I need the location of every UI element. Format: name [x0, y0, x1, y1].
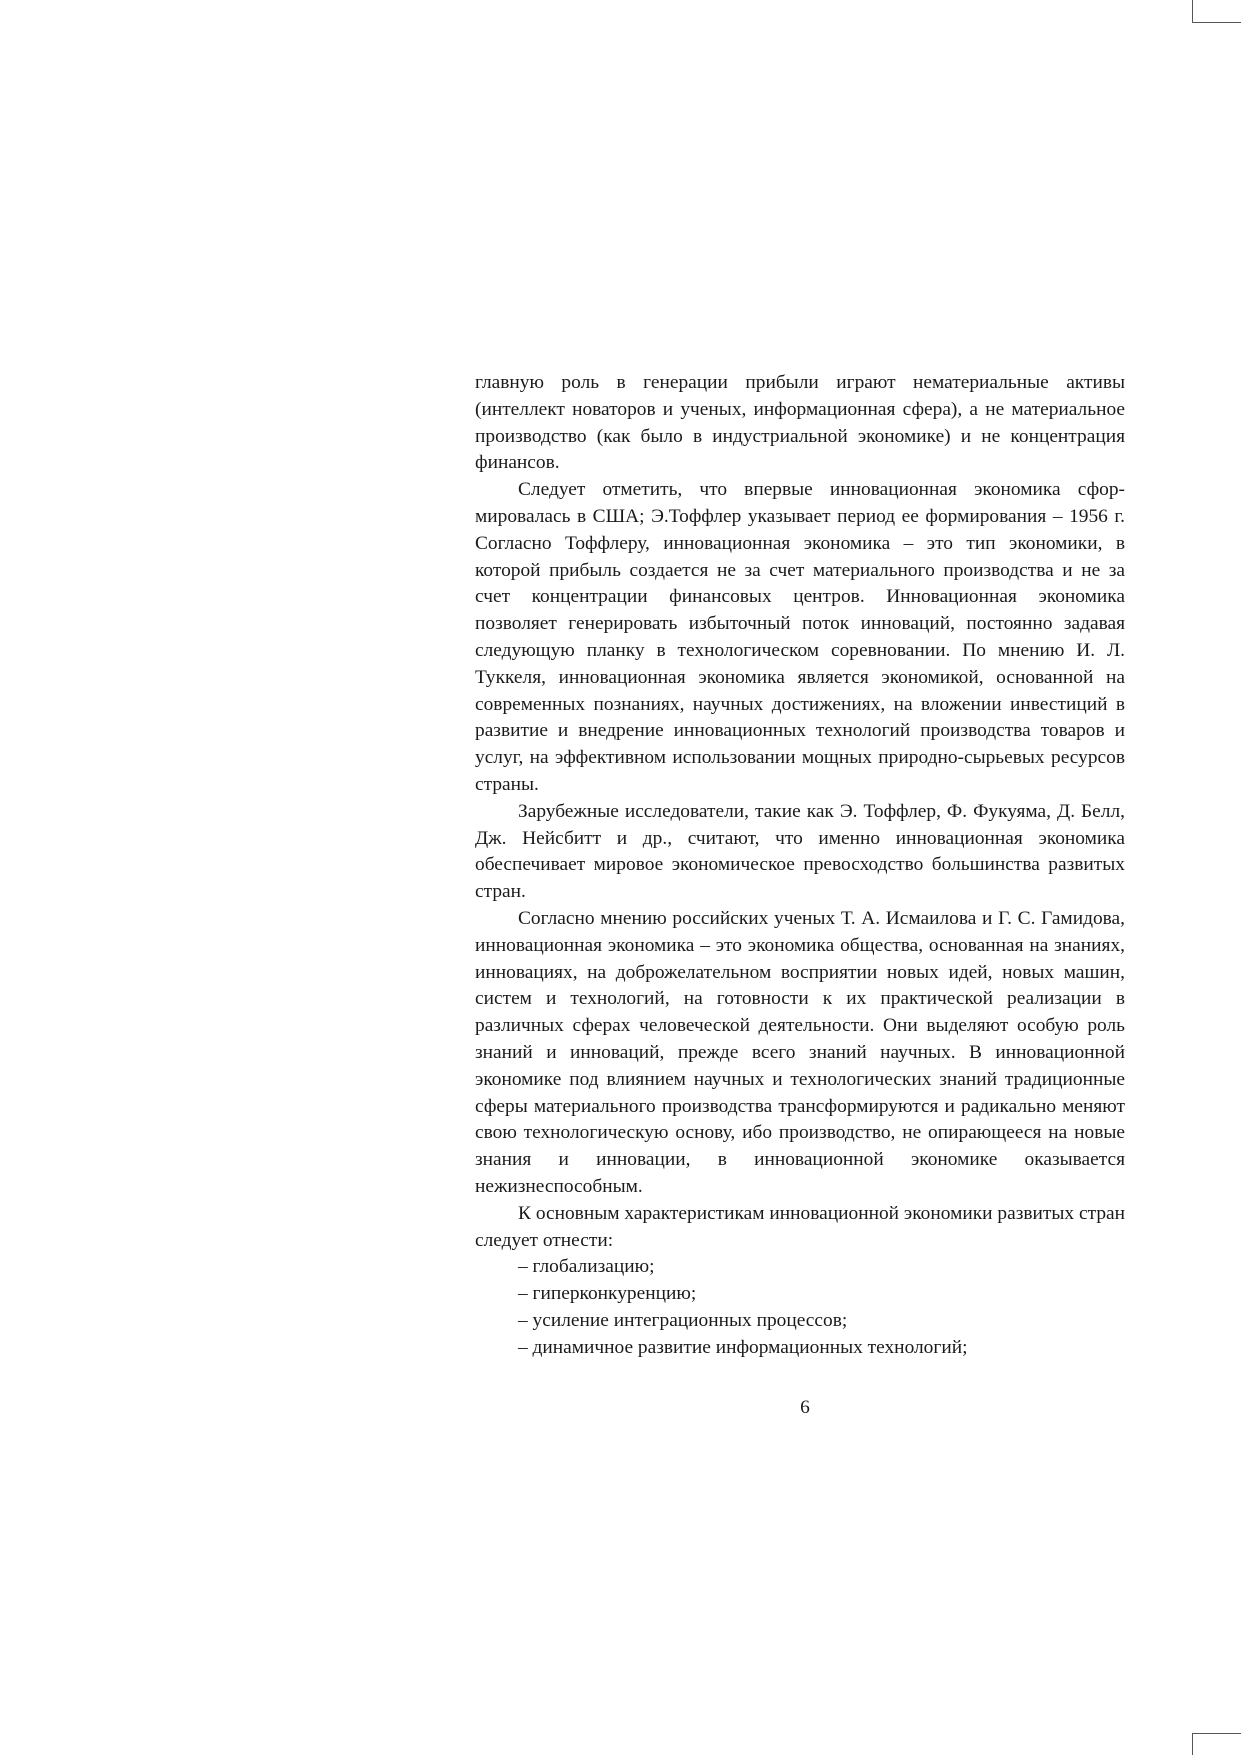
list-item: – глобализацию;	[518, 1256, 655, 1278]
paragraph-foreign-researchers: Зарубежные исследователи, такие как Э. Тоффлер, Ф. Фукуяма, Д. Белл, Дж. Нейсбитт и др., считают, что именно инновационная экономика обеспечивает мировое экономическое превосходство большинства развитых стран.	[475, 800, 1125, 903]
crop-mark-top-vertical	[1192, 0, 1193, 22]
crop-mark-top-horizontal	[1192, 22, 1241, 23]
crop-mark-bottom-horizontal	[1192, 1733, 1241, 1734]
list-item: – гиперконкуренцию;	[518, 1283, 697, 1305]
list-item: – динамичное развитие информационных технологий;	[518, 1336, 968, 1358]
paragraph-characteristics-intro: К основным характеристикам инновационной экономики развитых стран следует отнести:	[475, 1202, 1125, 1251]
page-number: 6	[800, 1397, 810, 1418]
crop-mark-bottom-vertical	[1192, 1733, 1193, 1755]
paragraph-toffler: Следует отметить, что впервые инновационная экономика сформировалась в США; Э.Тоффлер указывает период ее формирования – 1956 г. Согласно Тоффлеру, инновационная экономика – это тип экономики, в которой прибыль создается не за счет материального производства и не за счет концентрации финансовых центров. Инновационная экономика позволяет генерировать избыточный поток инноваций, постоянно задавая следующую планку в технологическом соревновании. По мнению И. Л. Туккеля, инновационная экономика является экономикой, основанной на современных познаниях, научных достижениях, на вложении инвестиций в развитие и внедрение инновационных технологий производства товаров и услуг, на эффективном использовании мощных природно-сырьевых ресурсов страны.	[475, 479, 1125, 795]
paragraph-continuation: главную роль в генерации прибыли играют нематериальные активы (интеллект новаторов и ученых, информационная сфера), а не материальное производство (как было в индустриальной экономике) и не концентрация финансов.	[475, 372, 1125, 474]
list-item: – усиление интеграционных процессов;	[518, 1309, 848, 1331]
paragraph-russian-scientists: Согласно мнению российских ученых Т. А. Исмаилова и Г. С. Гамидова, инновационная экономика – это экономика общества, основанная на знаниях, инновациях, на доброжелательном восприятии новых идей, новых машин, систем и технологий, на готовности к их практической реализации в различных сферах человеческой деятельности. Они выделяют особую роль знаний и инноваций, прежде всего знаний научных. В инновационной экономике под влиянием научных и технологических знаний традиционные сферы материального производства трансформируются и радикально меняют свою технологическую основу, ибо производство, не опирающееся на новые знания и инновации, в инновационной экономике оказывается нежизнеспособным.	[475, 907, 1125, 1197]
characteristics-list	[475, 1254, 1125, 1361]
body-text	[475, 370, 1125, 1361]
